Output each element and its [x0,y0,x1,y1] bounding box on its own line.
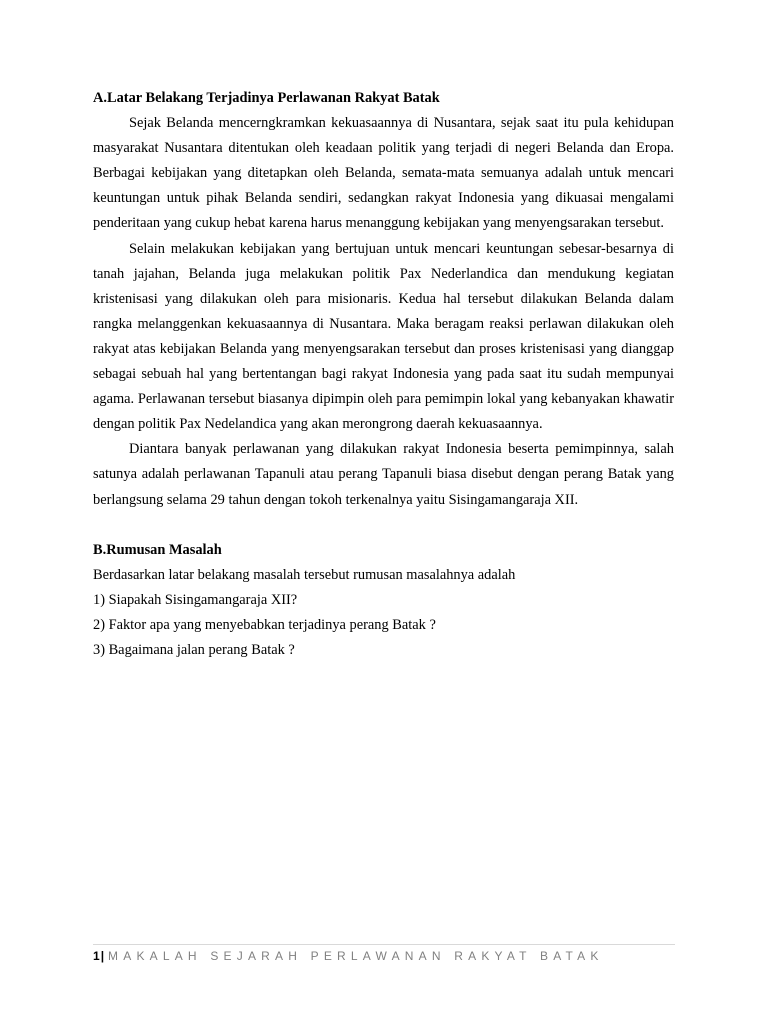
section-b-heading: B.Rumusan Masalah [93,541,222,558]
footer-divider [93,944,675,945]
section-a-heading: A.Latar Belakang Terjadinya Perlawanan Rakyat Batak [93,90,440,106]
section-a-paragraph-2: Selain melakukan kebijakan yang bertujuan untuk mencari keuntungan sebesar-besarnya di tanah jajahan, Belanda juga melakukan politik Pax Nederlandica dan mendukung kegiatan kristenisasi yang dilakukan oleh para misionaris. Kedua hal tersebut dilakukan Belanda dalam rangka melanggenkan kekuasaannya di Nusantara. Maka beragam reaksi perlawan dilakukan oleh rakyat atas kebijakan Belanda yang menyengsarakan tersebut dan proses kristenisasi yang dianggap sebagai sebuah hal yang bertentangan bagi rakyat Indonesia yang pada saat itu sudah mempunyai agama. Perlawanan tersebut biasanya dipimpin oleh para pemimpin lokal yang kebanyakan khawatir dengan politik Pax Nedelandica yang akan merongrong daerah kekuasaannya. [93,240,674,433]
section-spacer [93,513,674,538]
question-item-2: 2) Faktor apa yang menyebabkan terjadinya perang Batak ? [93,616,436,633]
section-a-paragraph-1: Sejak Belanda mencerngkramkan kekuasaannya di Nusantara, sejak saat itu pula kehidupan masyarakat Nusantara ditentukan oleh keadaan politik yang terjadi di negeri Belanda dan Eropa. Berbagai kebijakan yang ditetapkan oleh Belanda, semata-mata semuanya adalah untuk mencari keuntungan untuk pihak Belanda sendiri, sedangkan rakyat Indonesia yang dikuasai mengalami penderitaan yang cukup hebat karena harus menanggung kebijakan yang menyengsarakan tersebut. [93,115,674,232]
document-body [93,86,674,663]
footer-title: MAKALAH SEJARAH PERLAWANAN RAKYAT BATAK [108,949,604,963]
question-item-3: 3) Bagaimana jalan perang Batak ? [93,641,295,658]
section-a-paragraph-3: Diantara banyak perlawanan yang dilakukan rakyat Indonesia beserta pemimpinnya, salah satunya adalah perlawanan Tapanuli atau perang Tapanuli biasa disebut dengan perang Batak yang berlangsung selama 29 tahun dengan tokoh terkenalnya yaitu Sisingamangaraja XII. [93,441,674,508]
footer-separator: | [100,949,105,963]
page-number: 1 [93,949,100,963]
section-b-intro: Berdasarkan latar belakang masalah tersebut rumusan masalahnya adalah [93,566,516,583]
question-item-1: 1) Siapakah Sisingamangaraja XII? [93,591,298,608]
page-footer [93,947,604,965]
